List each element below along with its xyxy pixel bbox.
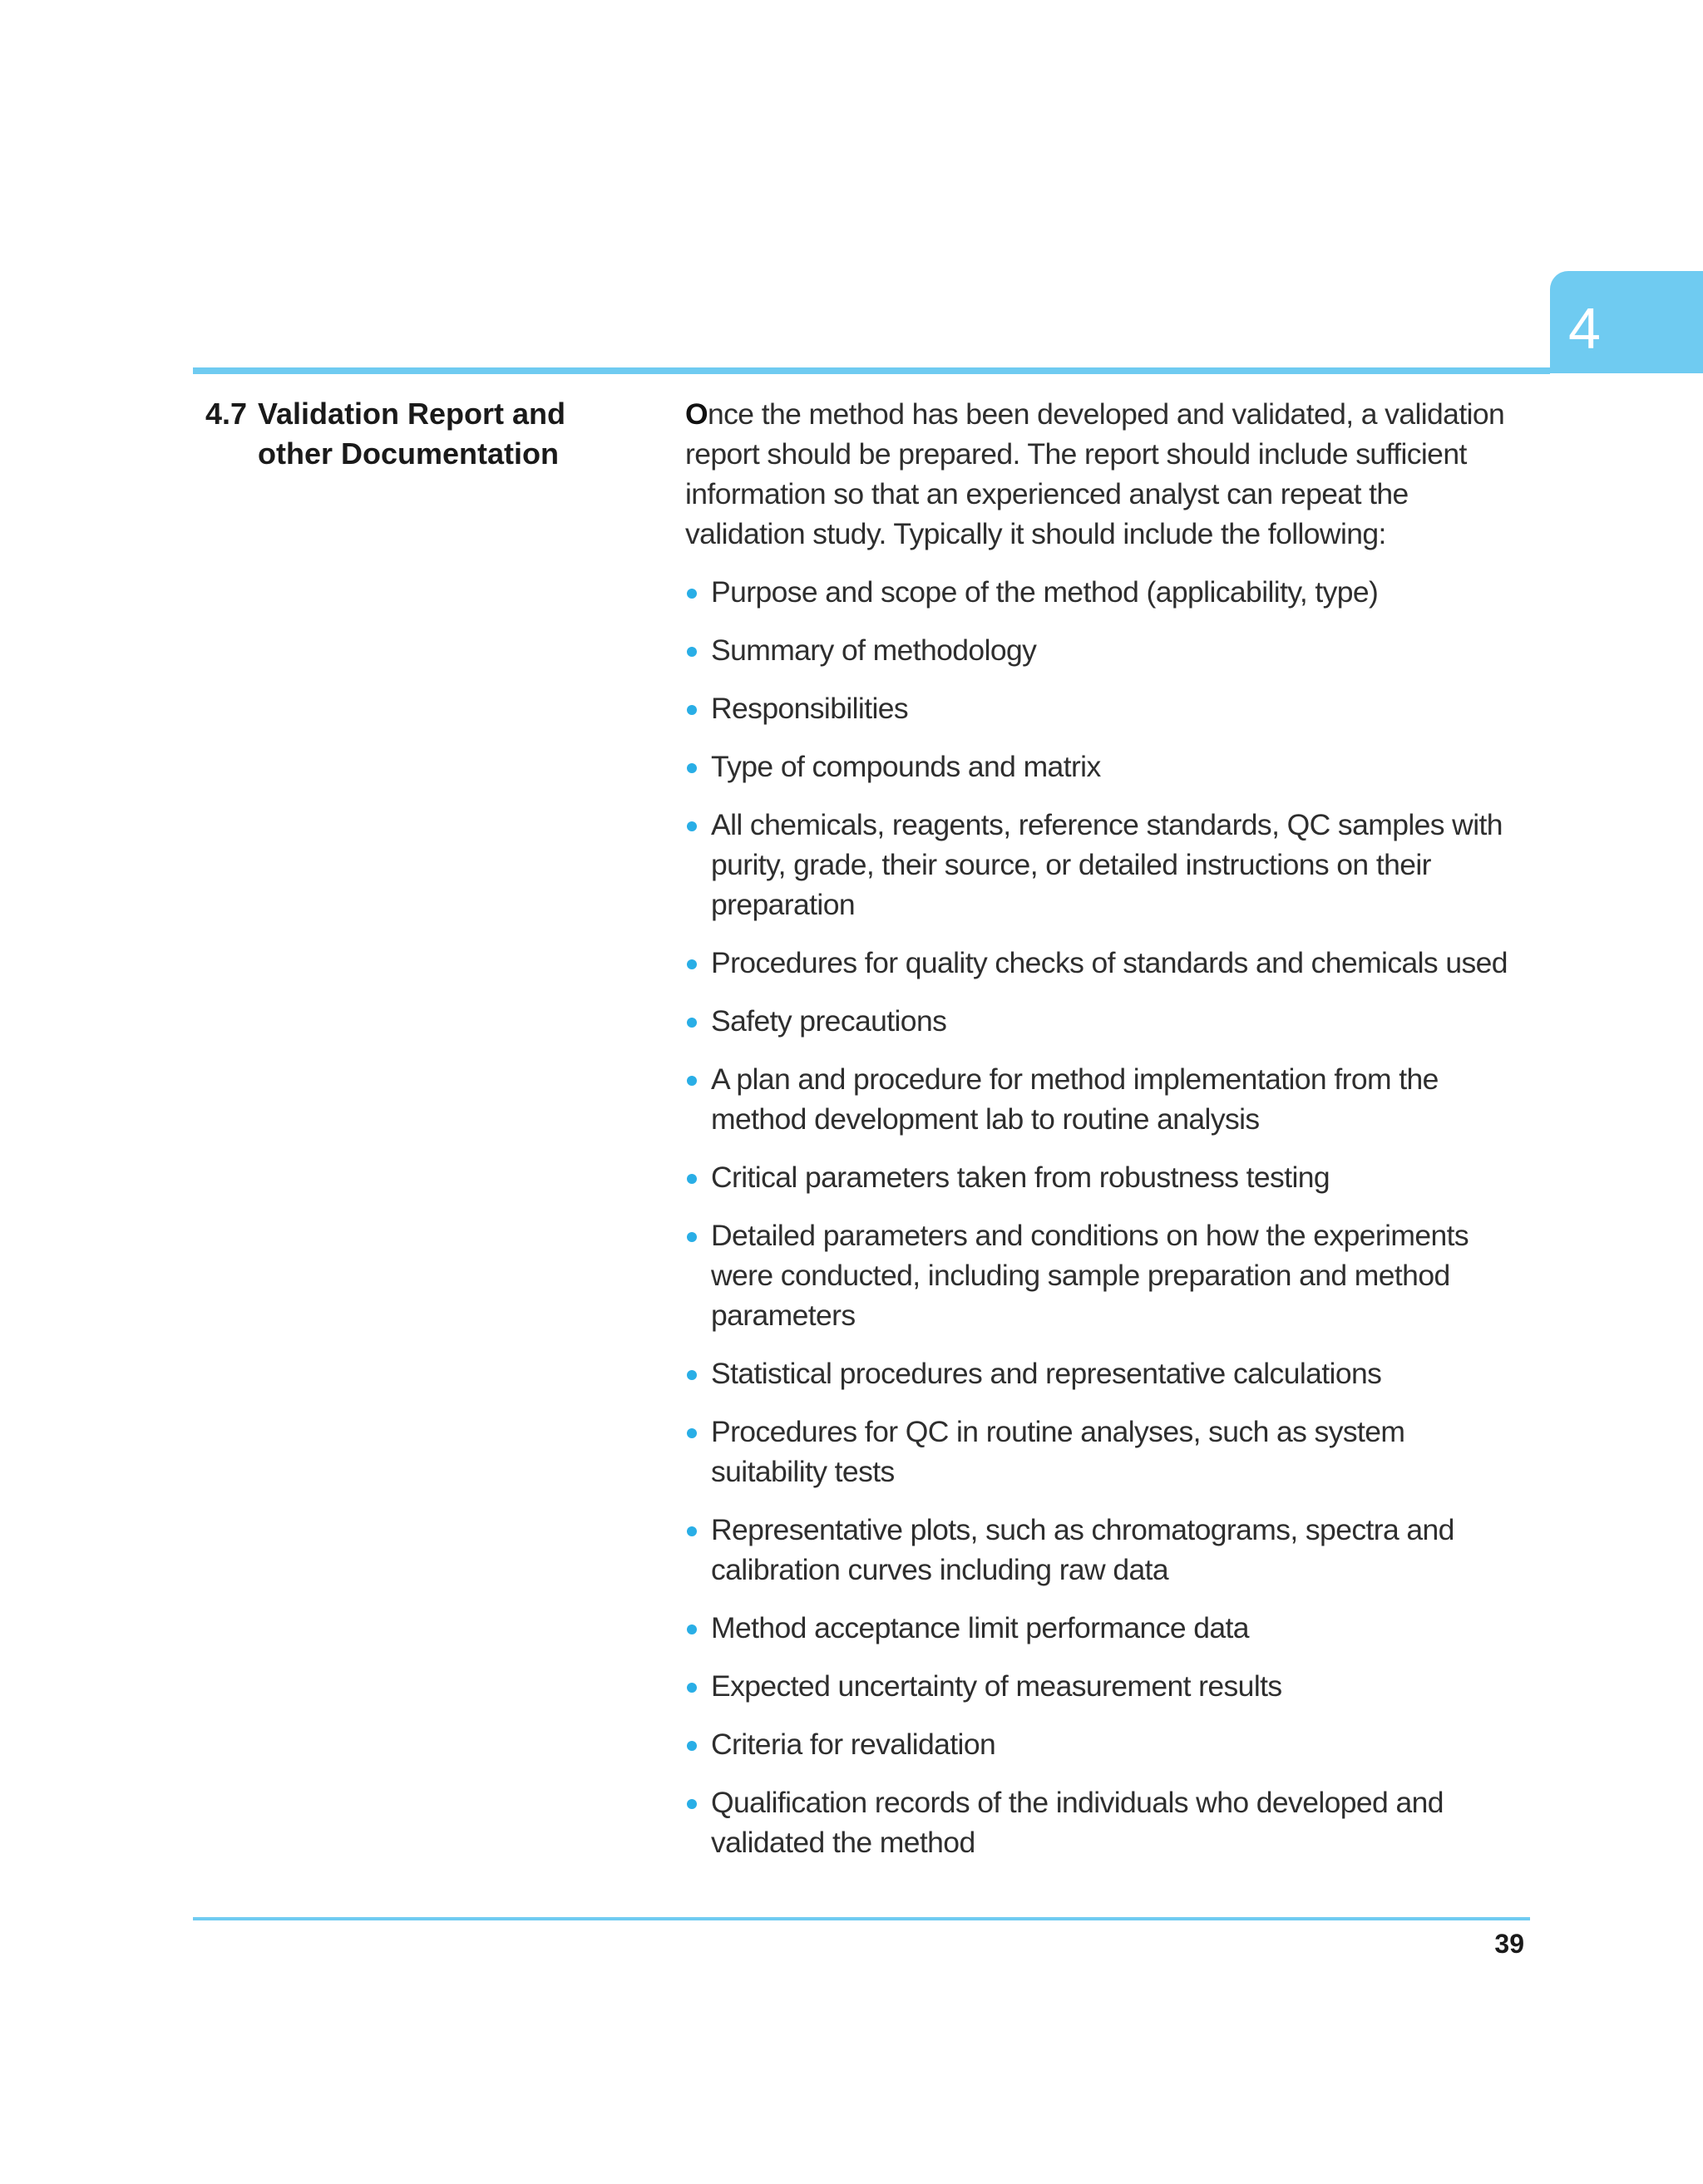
- list-item-text: Procedures for QC in routine analyses, such as system suitability tests: [711, 1415, 1405, 1488]
- list-item-text: Type of compounds and matrix: [711, 750, 1101, 783]
- intro-first-letter: O: [685, 397, 708, 431]
- top-divider: [193, 367, 1550, 374]
- bullet-icon: [687, 821, 697, 831]
- bullet-icon: [687, 1018, 697, 1028]
- list-item: [685, 1059, 1525, 1139]
- list-item-text: Method acceptance limit performance data: [711, 1611, 1249, 1644]
- list-item-text: Detailed parameters and conditions on how the experiments were conducted, including sample preparation and method parameters: [711, 1219, 1469, 1332]
- bullet-icon: [687, 1683, 697, 1693]
- list-item: [685, 1782, 1525, 1862]
- list-item-text: Expected uncertainty of measurement results: [711, 1669, 1282, 1703]
- page-number: 39: [1494, 1929, 1524, 1959]
- list-item: [685, 1608, 1525, 1648]
- section-title: Validation Report and other Documentation: [258, 397, 566, 471]
- list-item-text: Responsibilities: [711, 692, 909, 725]
- bullet-icon: [687, 705, 697, 715]
- list-item: [685, 1412, 1525, 1491]
- bullet-icon: [687, 1428, 697, 1438]
- bullet-icon: [687, 647, 697, 657]
- list-item: [685, 1001, 1525, 1041]
- list-item: [685, 1724, 1525, 1764]
- list-item: [685, 943, 1525, 983]
- list-item-text: Criteria for revalidation: [711, 1728, 996, 1761]
- bullet-icon: [687, 763, 697, 773]
- bullet-icon: [687, 1526, 697, 1536]
- list-item-text: Qualification records of the individuals who developed and validated the method: [711, 1786, 1444, 1859]
- chapter-number: 4: [1568, 296, 1601, 361]
- list-item: [685, 1215, 1525, 1335]
- list-item: [685, 1157, 1525, 1197]
- bottom-divider: [193, 1917, 1530, 1920]
- body-column: [685, 394, 1525, 1881]
- list-item: [685, 747, 1525, 786]
- intro-paragraph: [685, 394, 1525, 554]
- list-item-text: Summary of methodology: [711, 634, 1037, 667]
- bullet-icon: [687, 1741, 697, 1751]
- list-item: [685, 688, 1525, 728]
- bullet-icon: [687, 1232, 697, 1242]
- bullet-icon: [687, 1174, 697, 1184]
- section-heading: [205, 394, 596, 474]
- requirements-list: [685, 572, 1525, 1862]
- list-item: [685, 1510, 1525, 1590]
- list-item-text: Purpose and scope of the method (applicability, type): [711, 575, 1379, 609]
- bullet-icon: [687, 1076, 697, 1086]
- section-number: 4.7: [205, 397, 248, 431]
- list-item: [685, 572, 1525, 612]
- list-item-text: Safety precautions: [711, 1004, 947, 1038]
- list-item: [685, 1353, 1525, 1393]
- list-item-text: Critical parameters taken from robustness testing: [711, 1161, 1330, 1194]
- list-item: [685, 805, 1525, 924]
- list-item: [685, 630, 1525, 670]
- list-item-text: Procedures for quality checks of standards and chemicals used: [711, 946, 1508, 979]
- list-item: [685, 1666, 1525, 1706]
- list-item-text: Statistical procedures and representative calculations: [711, 1357, 1382, 1390]
- list-item-text: All chemicals, reagents, reference standards, QC samples with purity, grade, their source, or detailed instructions on their preparation: [711, 808, 1503, 921]
- bullet-icon: [687, 959, 697, 969]
- bullet-icon: [687, 1370, 697, 1380]
- list-item-text: Representative plots, such as chromatograms, spectra and calibration curves including raw data: [711, 1513, 1454, 1586]
- bullet-icon: [687, 1624, 697, 1634]
- bullet-icon: [687, 1799, 697, 1809]
- bullet-icon: [687, 589, 697, 599]
- intro-text: nce the method has been developed and validated, a validation report should be prepared. The report should include sufficient information so that an experienced analyst can repeat the validation study. Typically it should include the following:: [685, 397, 1505, 550]
- list-item-text: A plan and procedure for method implementation from the method development lab to routine analysis: [711, 1062, 1439, 1136]
